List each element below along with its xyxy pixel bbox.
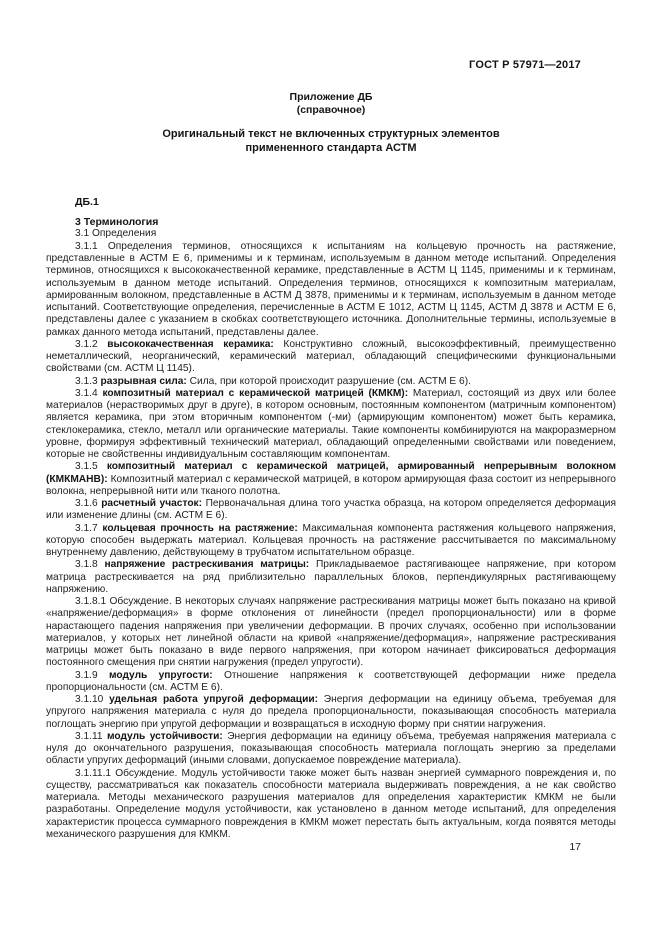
- clause-number: 3.1.5: [75, 461, 107, 473]
- clause-paragraph: [46, 498, 616, 523]
- clause-number: 3.1.9: [75, 669, 109, 681]
- clause-text: Энергия деформации на единицу объема, требуемая для упругого напряжения материала с нуля до предела пропорциональности, показывающая способность материала поглощать энергию при упругой деформации и возвращаться в исходную форму при снятии нагружения.: [46, 694, 617, 730]
- body-column: [46, 196, 616, 841]
- clause-paragraph: [46, 241, 616, 339]
- clause-term: разрывная сила:: [100, 375, 190, 387]
- clause-number: 3.1.2: [75, 338, 108, 350]
- clause-number: 3.1.8: [75, 559, 105, 571]
- clause-number: 3.1.4: [75, 387, 103, 399]
- clause-text: Обсуждение. Модуль устойчивости также может быть назван энергией суммарного повреждения и, по существу, рассматриваться как показатель способности материала выдерживать повреждения, а не как свойство материала. Методы механического разрушения материалов для определения характеристик КМКМ не были разработаны. Определение модуля устойчивости, как установлено в данном методе испытаний, для определения характеристик процесса суммарного повреждения в КМКМ может перестать быть актуальным, когда появятся методы механического разрушения для КМКМ.: [46, 767, 616, 840]
- clause-term: расчетный участок:: [101, 498, 206, 510]
- clause-term: модуль устойчивости:: [106, 730, 228, 742]
- clause-text: Конструктивно сложный, высокоэффективный, преимущественно неметаллический, неорганический, керамический материал, обладающий специфическими функциональными свойствами (см. АСТМ Ц 1145).: [46, 338, 616, 375]
- clause-number: 3.1.11.1: [75, 767, 116, 779]
- clause-text: Энергия деформации на единицу объема, требуемая напряжения материала с нуля до окончательного разрушения, показывающая способность материала поглощать энергию за пределами области упругих деформаций (иными словами, допускаемое повреждение материала).: [46, 730, 616, 767]
- appendix-heading: [46, 91, 616, 117]
- clause-number: 3.1.1: [75, 240, 108, 252]
- chapter-heading: 3 Терминология: [75, 216, 159, 228]
- appendix-label: Приложение ДБ: [289, 91, 373, 103]
- clause-text: Прикладываемое растягивающее напряжение, при котором матрица растрескивается на ряд приблизительно параллельных блоков, перпендикулярных растягивающему напряжению.: [46, 559, 616, 595]
- clause-paragraph: [46, 388, 616, 462]
- appendix-kind: (справочное): [296, 104, 366, 116]
- clause-number: 3.1.6: [75, 498, 102, 510]
- clause-text: Определения терминов, относящихся к испытаниям на кольцевую прочность на растяжение, представленные в АСТМ Е 6, применимы и к терминам, используемым в данном методе испытаний. Определения терминов, относящихся к высококачественной керамике, представленные в АСТМ Ц 1145, применимы и к терминам, используемым в данном методе испытаний. Определения терминов, относящихся к композитным материалам, армированным волокном, представленные в АСТМ Д 3878, применимы и к терминам, используемым в данном методе испытаний. Соответствующие определения, перечисленные в АСТМ Е 1012, АСТМ Ц 1145, АСТМ Д 3878 и АСТМ Е 6, представлены далее с указанием в скобках соответствующего источника. Дополнительные термины, используемые в рамках данного метода испытаний, представлены далее.: [46, 240, 616, 338]
- clause-number: 3.1.3: [75, 375, 101, 387]
- clause-paragraph: [46, 339, 616, 376]
- clause-term: напряжение растрескивания матрицы:: [104, 559, 316, 571]
- clause-paragraph: [46, 596, 616, 670]
- title-line-1: Оригинальный текст не включенных структурных элементов: [162, 128, 500, 140]
- clause-text: Материал, состоящий из двух или более материалов (нерастворимых друг в друге), в котором основным, постоянным компонентом (матричным компонентом) является керамика, при этом вторичным компонентом (-ми) (армирующим компонентом) может быть керамика, стеклокерамика, стекло, металл или органические материалы. Такие компоненты комбинируются на макроразмерном уровне, формируя эффективный технический материал, обладающий определенными свойствами или поведением, которые не свойственны индивидуальным составляющим компонентам.: [46, 387, 617, 461]
- clause-number: 3.1.8.1: [75, 596, 110, 608]
- subsection-heading: 3.1 Определения: [75, 228, 157, 240]
- clause-text: Обсуждение. В некоторых случаях напряжение растрескивания матрицы может быть показано на кривой «напряжение/деформация» в форме отклонения от линейности (предел пропорциональности) или в форме нарастающего падения напряжения при увеличении деформации. В прочих случаях, особенно при использовании материалов, у которых нет линейной области на кривой «напряжение/деформация», напряжение растрескивания матрицы может быть показано в виде первого напряжения, при котором начинает фиксироваться деформация постоянного смещения при снятии нагружения (предел упругости).: [46, 596, 616, 669]
- document-title: [46, 127, 616, 155]
- clause-number: 3.1.10: [75, 694, 110, 706]
- page-number: 17: [569, 841, 581, 853]
- clause-term: удельная работа упругой деформации:: [109, 694, 324, 706]
- clause-text: Сила, при которой происходит разрушение (см. АСТМ Е 6).: [189, 375, 471, 387]
- clauses: [46, 241, 616, 841]
- clause-paragraph: [46, 731, 616, 768]
- clause-term: кольцевая прочность на растяжение:: [102, 522, 303, 534]
- clause-paragraph: [46, 694, 616, 731]
- clause-term: модуль упругости:: [108, 669, 224, 681]
- title-line-2: примененного стандарта АСТМ: [245, 142, 417, 154]
- section-label: ДБ.1: [75, 196, 99, 208]
- clause-text: Первоначальная длина того участка образца, на котором определяется деформация или изменение длины (см. АСТМ Е 6).: [46, 498, 617, 522]
- clause-term: высококачественная керамика:: [107, 338, 284, 350]
- clause-paragraph: [46, 376, 616, 388]
- clause-paragraph: [46, 523, 616, 560]
- clause-number: 3.1.7: [75, 522, 103, 534]
- clause-paragraph: [46, 768, 616, 842]
- clause-text: Композитный материал с керамической матрицей, в котором армирующая фаза состоит из непрерывного волокна, непрерывной нити или тканого полотна.: [46, 473, 616, 497]
- clause-paragraph: [46, 461, 616, 498]
- clause-paragraph: [46, 559, 616, 596]
- clause-text: Максимальная компонента растяжения кольцевого напряжения, которую способен выдержать материал. Кольцевая прочность на растяжение рассчитывается по максимальному внутреннему давлению, действующему в трубчатом испытательном образце.: [46, 522, 616, 559]
- clause-term: композитный материал с керамической матрицей, армированный непрерывным волокном (КМКМАНВ):: [46, 461, 616, 485]
- clause-number: 3.1.11: [75, 730, 107, 742]
- clause-paragraph: [46, 670, 616, 695]
- clause-text: Отношение напряжения к соответствующей деформации ниже предела пропорциональности (см. АСТМ Е 6).: [46, 669, 616, 693]
- doc-code: ГОСТ Р 57971—2017: [469, 59, 581, 71]
- clause-term: композитный материал с керамической матрицей (КМКМ):: [102, 387, 413, 399]
